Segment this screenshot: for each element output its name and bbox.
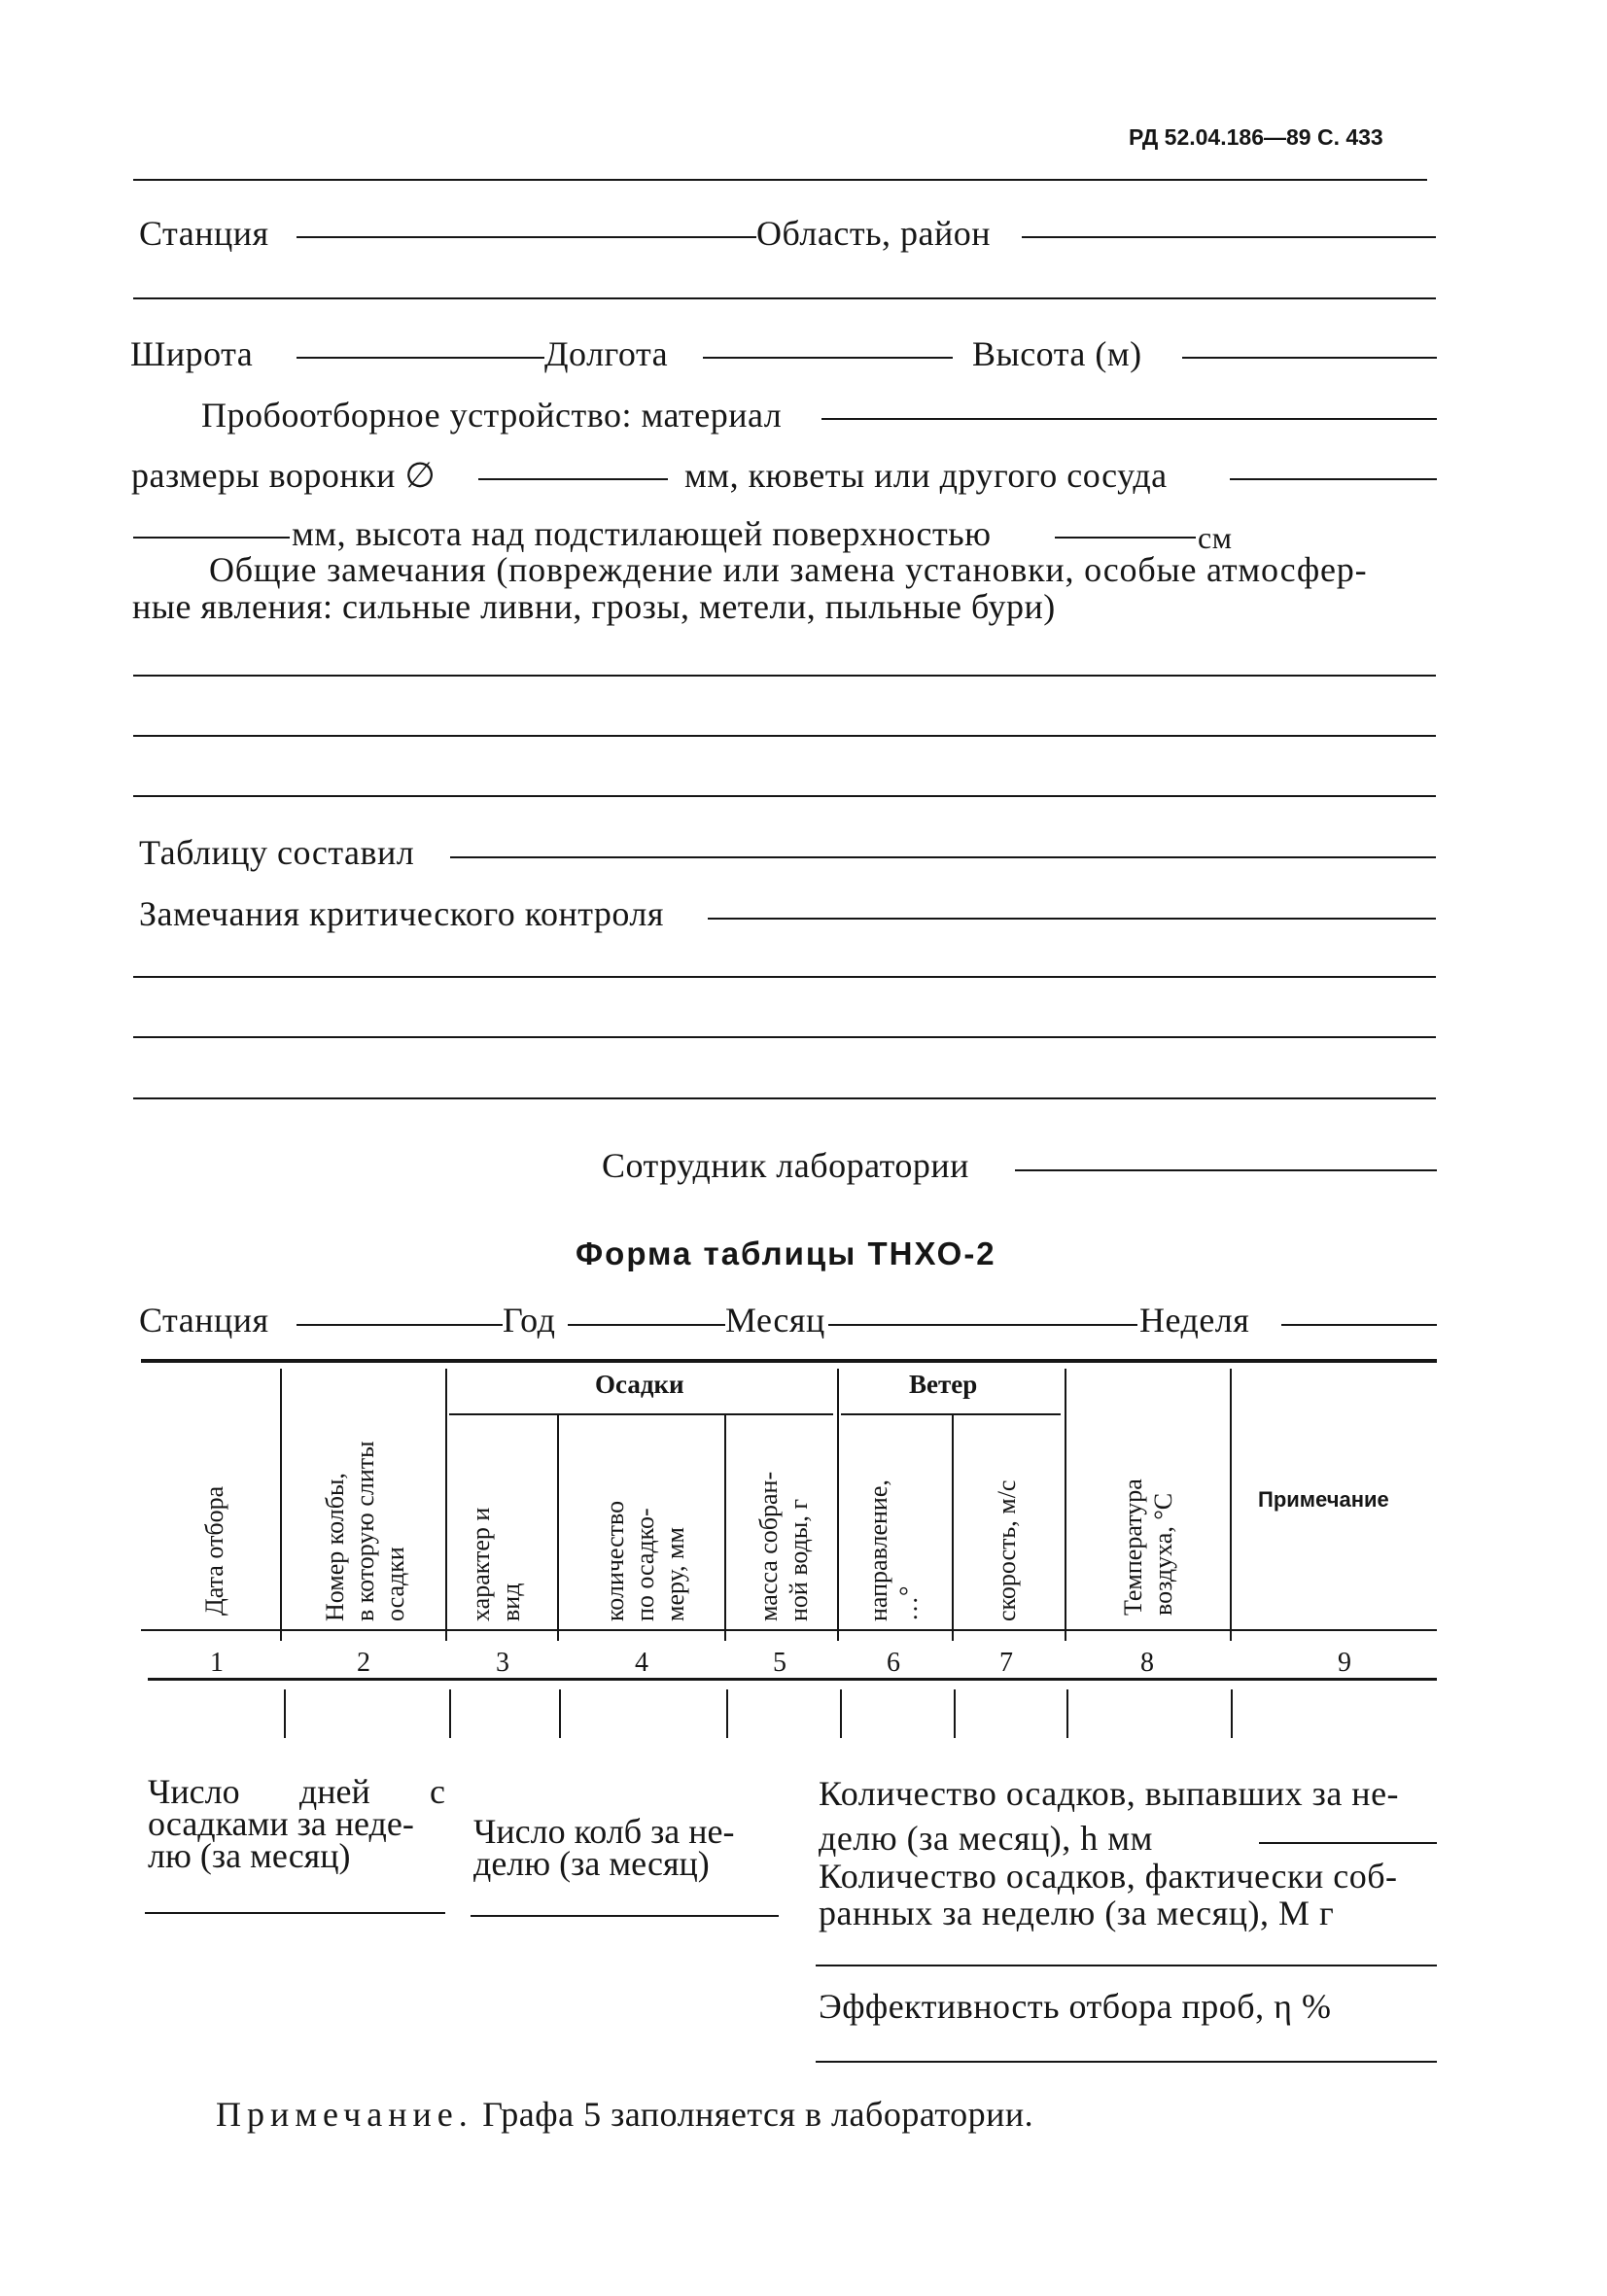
week-label: Неделя [1139, 1301, 1250, 1339]
col-type-line2: вид [497, 1583, 525, 1621]
critical-control-line-2[interactable] [133, 976, 1436, 978]
region-line-2[interactable] [133, 297, 1436, 299]
table-vline-4 [724, 1414, 726, 1641]
surface-height-line[interactable] [1055, 537, 1196, 539]
flasks-line2: делю (за месяц) [473, 1844, 710, 1883]
col-flask-header [320, 1441, 410, 1621]
latitude-line[interactable] [297, 357, 544, 359]
col-amount-line2: по осадко- [631, 1508, 659, 1621]
data-vline-7 [1066, 1689, 1068, 1738]
col-number-7: 7 [999, 1648, 1013, 1678]
col-number-9: 9 [1338, 1648, 1351, 1678]
col-amount-header [600, 1501, 690, 1621]
efficiency-label: Эффективность отбора проб, η % [819, 1987, 1332, 2026]
cuvette-size-line[interactable] [133, 537, 290, 539]
form2-station-line[interactable] [297, 1324, 503, 1326]
col-direction-line1: направление, [864, 1479, 892, 1621]
col-temp-line1: Температура [1119, 1478, 1147, 1616]
compiled-by-line[interactable] [450, 856, 1436, 858]
sampler-label: Пробоотборное устройство: материал [201, 396, 783, 435]
precip-group-rule [449, 1413, 833, 1415]
col-date-header [199, 1486, 229, 1616]
col-number-6: 6 [887, 1648, 900, 1678]
footnote [216, 2097, 1033, 2132]
flasks-line1: Число колб за не- [473, 1812, 735, 1851]
footnote-text: Графа 5 заполняется в лаборатории. [482, 2095, 1034, 2134]
header-rule [133, 179, 1427, 181]
month-label: Месяц [725, 1301, 825, 1339]
data-vline-4 [726, 1689, 728, 1738]
station-line[interactable] [297, 236, 756, 238]
height-line[interactable] [1182, 357, 1437, 359]
col-number-5: 5 [773, 1648, 786, 1678]
remarks-line-1[interactable] [133, 675, 1436, 677]
col-temp-header [1118, 1478, 1178, 1616]
lab-employee-label: Сотрудник лаборатории [602, 1146, 969, 1185]
days-with-precip [148, 1772, 445, 1875]
days-line1: Число дней с [148, 1772, 445, 1811]
efficiency-value-line[interactable] [816, 2061, 1437, 2063]
form2-station-label: Станция [139, 1301, 269, 1339]
col-speed-text: скорость, м/с [993, 1479, 1021, 1621]
days-value-line[interactable] [145, 1912, 445, 1914]
fallen-line2: делю (за месяц), h мм [819, 1819, 1153, 1858]
table-vline-5 [837, 1369, 839, 1641]
col-direction-header [863, 1479, 924, 1621]
col-amount-line1: количество [601, 1500, 629, 1621]
collected-line2: ранных за неделю (за месяц), M г [819, 1894, 1335, 1932]
col-number-1: 1 [210, 1648, 224, 1678]
flasks-value-line[interactable] [471, 1915, 779, 1917]
critical-control-line-4[interactable] [133, 1097, 1436, 1099]
cuvette-line[interactable] [1230, 478, 1437, 480]
data-vline-6 [954, 1689, 956, 1738]
collected-line1: Количество осадков, фактически соб- [819, 1857, 1398, 1896]
year-line[interactable] [568, 1324, 725, 1326]
region-line[interactable] [1022, 236, 1436, 238]
data-vline-8 [1231, 1689, 1233, 1738]
data-vline-2 [449, 1689, 451, 1738]
data-vline-3 [559, 1689, 561, 1738]
col-number-3: 3 [496, 1648, 509, 1678]
fallen-line1: Количество осадков, выпавших за не- [819, 1774, 1400, 1813]
latitude-label: Широта [130, 334, 254, 373]
col-mass-header [753, 1472, 814, 1621]
col-type-header [466, 1508, 526, 1621]
days-line3: лю (за месяц) [148, 1836, 351, 1875]
flasks-count [473, 1812, 735, 1883]
table-vline-7 [1065, 1369, 1066, 1641]
collected-value-line[interactable] [816, 1965, 1437, 1966]
col-amount-line3: меру, мм [661, 1527, 689, 1621]
general-remarks-line1: Общие замечания (повреждение или замена установки, особые атмосфер- [209, 550, 1368, 589]
col-number-4: 4 [635, 1648, 648, 1678]
longitude-label: Долгота [544, 334, 669, 373]
wind-group-header: Ветер [909, 1370, 978, 1399]
col-date-text: Дата отбора [200, 1485, 228, 1616]
year-label: Год [503, 1301, 556, 1339]
month-line[interactable] [828, 1324, 1137, 1326]
col-flask-line2: в которую слиты [351, 1441, 379, 1621]
critical-control-label: Замечания критического контроля [139, 894, 664, 933]
table-vline-1 [280, 1369, 282, 1641]
col-number-2: 2 [357, 1648, 370, 1678]
compiled-by-label: Таблицу составил [139, 833, 415, 872]
form-title: Форма таблицы ТНХО-2 [576, 1235, 996, 1271]
cm-label: см [1198, 520, 1233, 555]
wind-group-rule [841, 1413, 1061, 1415]
table-vline-2 [445, 1369, 447, 1641]
col-speed-header [992, 1480, 1022, 1621]
col-note-header: Примечание [1258, 1487, 1389, 1512]
days-line2: осадками за неде- [148, 1804, 414, 1843]
sampler-line[interactable] [821, 418, 1437, 420]
general-remarks-line2: ные явления: сильные ливни, грозы, метели, пыльные бури) [132, 587, 1056, 626]
col-mass-line2: ной воды, г [785, 1498, 813, 1621]
table-vline-6 [952, 1414, 954, 1641]
critical-control-line[interactable] [708, 918, 1436, 920]
longitude-line[interactable] [703, 357, 953, 359]
data-vline-5 [840, 1689, 842, 1738]
col-flask-line1: Номер колбы, [321, 1473, 349, 1621]
table-top-rule [141, 1359, 1437, 1363]
col-direction-line2: …° [894, 1585, 923, 1621]
precip-group-header: Осадки [595, 1370, 684, 1399]
col-number-8: 8 [1140, 1648, 1154, 1678]
numbers-top-rule [141, 1629, 1437, 1631]
col-type-line1: характер и [467, 1507, 495, 1621]
critical-control-line-3[interactable] [133, 1036, 1436, 1038]
footnote-label: Примечание. [216, 2095, 473, 2134]
height-label: Высота (м) [972, 334, 1142, 373]
cuvette-label: мм, кюветы или другого сосуда [684, 456, 1168, 495]
data-vline-1 [284, 1689, 286, 1738]
numbers-bottom-rule [148, 1678, 1437, 1681]
col-flask-line3: осадки [381, 1547, 409, 1621]
remarks-line-3[interactable] [133, 795, 1436, 797]
funnel-size-label: размеры воронки ∅ [131, 456, 437, 495]
table-vline-8 [1230, 1369, 1232, 1641]
region-label: Область, район [756, 214, 991, 253]
remarks-line-2[interactable] [133, 735, 1436, 737]
col-mass-line1: масса собран- [754, 1471, 783, 1621]
col-temp-line2: воздуха, °C [1149, 1492, 1177, 1616]
table-vline-3 [557, 1414, 559, 1641]
page-header-ref: РД 52.04.186—89 С. 433 [1129, 124, 1383, 150]
week-line[interactable] [1281, 1324, 1437, 1326]
fallen-value-line[interactable] [1259, 1842, 1437, 1844]
mm-height-label: мм, высота над подстилающей поверхностью [292, 514, 992, 553]
station-label: Станция [139, 214, 269, 253]
funnel-size-line[interactable] [478, 478, 668, 480]
lab-employee-line[interactable] [1015, 1169, 1437, 1171]
